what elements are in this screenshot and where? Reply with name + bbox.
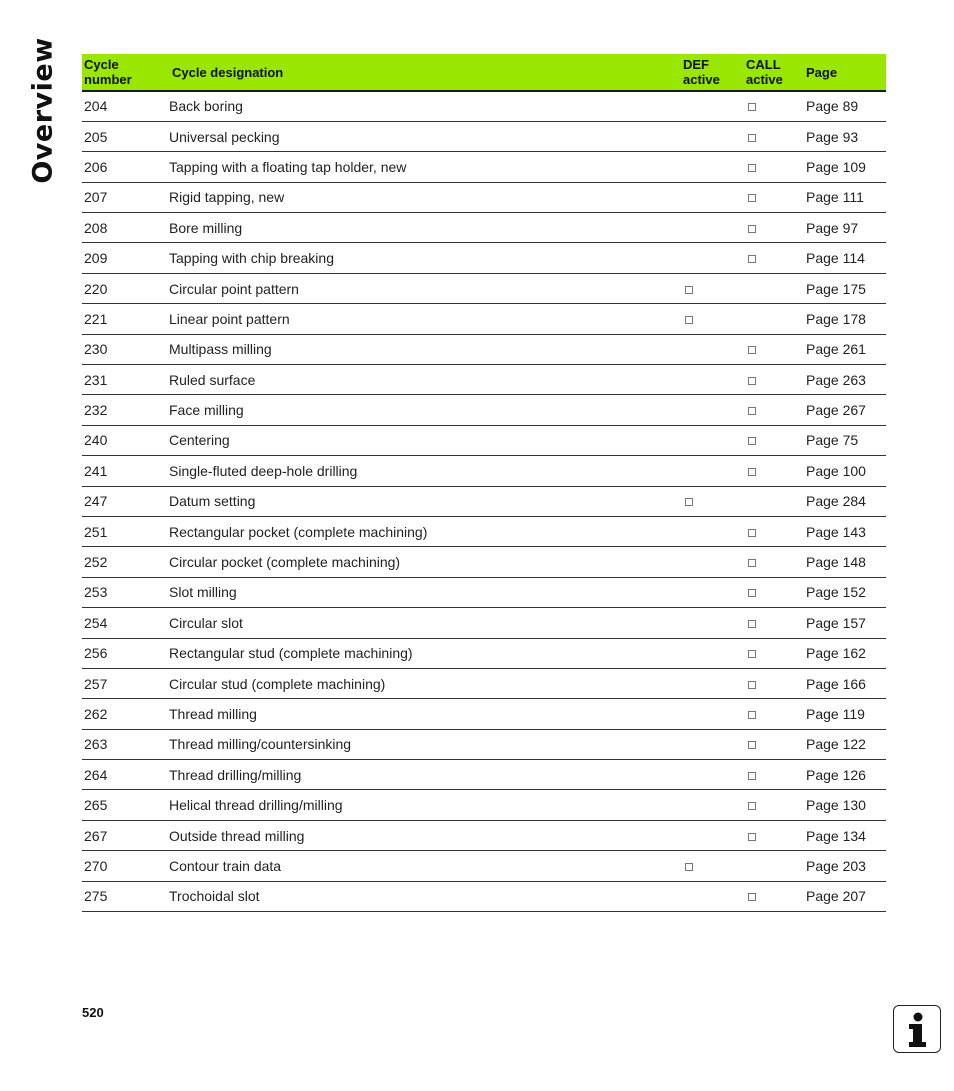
active-square-marker-icon (748, 468, 756, 476)
header-call-active (744, 54, 804, 91)
page-reference-cell: Page 148 (806, 554, 866, 571)
page-reference-cell: Page 263 (806, 371, 866, 388)
info-icon-graphic (894, 1006, 939, 1051)
def-active-cell (681, 516, 744, 546)
cycle-designation-cell: Back boring (169, 98, 243, 115)
page-reference-cell: Page 157 (806, 614, 866, 631)
cycle-number-cell: 254 (84, 614, 108, 631)
table-row (82, 668, 886, 698)
cycle-designation-cell: Centering (169, 432, 230, 449)
info-icon (893, 1005, 941, 1053)
header-cycle-number (82, 54, 166, 91)
def-active-cell (681, 182, 744, 212)
active-square-marker-icon (748, 377, 756, 385)
call-active-cell (744, 182, 804, 212)
table-row (82, 365, 886, 395)
table-row (82, 516, 886, 546)
cycle-designation-cell: Universal pecking (169, 128, 280, 145)
table-row (82, 152, 886, 182)
table-header (82, 54, 886, 91)
cycle-designation-cell: Tapping with chip breaking (169, 250, 334, 267)
table-row (82, 820, 886, 850)
page-reference-cell: Page 152 (806, 584, 866, 601)
def-active-cell (681, 334, 744, 364)
cycle-number-cell: 206 (84, 158, 108, 175)
cycle-number-cell: 231 (84, 371, 108, 388)
page-reference-cell: Page 178 (806, 310, 866, 327)
page-reference-cell: Page 122 (806, 736, 866, 753)
cycle-designation-cell: Linear point pattern (169, 310, 290, 327)
cycle-number-cell: 205 (84, 128, 108, 145)
call-active-cell (744, 486, 804, 516)
call-active-cell (744, 395, 804, 425)
call-active-cell (744, 820, 804, 850)
page-reference-cell: Page 267 (806, 402, 866, 419)
table-row (82, 790, 886, 820)
active-square-marker-icon (748, 681, 756, 689)
page-reference-cell: Page 114 (806, 250, 865, 267)
def-active-cell (681, 820, 744, 850)
page-reference-cell: Page 119 (806, 706, 865, 722)
table-row (82, 699, 886, 729)
cycle-number-cell: 253 (84, 584, 108, 601)
cycle-designation-cell: Circular point pattern (169, 280, 299, 297)
active-square-marker-icon (748, 103, 756, 111)
cycle-designation-cell: Single-fluted deep-hole drilling (169, 462, 358, 479)
cycle-designation-cell: Rigid tapping, new (169, 189, 285, 206)
def-active-cell (681, 760, 744, 790)
cycle-designation-cell: Rectangular stud (complete machining) (169, 645, 413, 662)
def-active-cell (681, 668, 744, 698)
page-reference-cell: Page 134 (806, 827, 866, 844)
def-active-cell (681, 121, 744, 151)
call-active-cell (744, 273, 804, 303)
cycle-designation-cell: Ruled surface (169, 371, 256, 388)
table-row (82, 304, 886, 334)
cycle-number-cell: 263 (84, 736, 108, 753)
table-row (82, 395, 886, 425)
table-row (82, 182, 886, 212)
active-square-marker-icon (748, 529, 756, 537)
table-row (82, 456, 886, 486)
header-def-active (681, 54, 744, 91)
cycle-designation-cell: Contour train data (169, 857, 282, 874)
call-active-cell (744, 152, 804, 182)
page-number: 520 (82, 1005, 104, 1020)
def-active-cell (681, 608, 744, 638)
cycle-number-cell: 251 (84, 523, 108, 540)
cycle-designation-cell: Multipass milling (169, 341, 272, 358)
active-square-marker-icon (748, 559, 756, 567)
def-active-cell (681, 365, 744, 395)
table-body (82, 91, 886, 912)
call-active-cell (744, 851, 804, 881)
def-active-cell (681, 273, 744, 303)
active-square-marker-icon (748, 802, 756, 810)
cycle-designation-cell: Face milling (169, 402, 244, 419)
active-square-marker-icon (748, 833, 756, 841)
table-row (82, 121, 886, 151)
def-active-cell (681, 243, 744, 273)
table-row (82, 213, 886, 243)
cycle-number-cell: 257 (84, 675, 108, 692)
cycle-number-cell: 265 (84, 797, 108, 814)
cycle-number-cell: 262 (84, 706, 108, 722)
header-call-active-line2: active (746, 72, 783, 87)
def-active-cell (681, 851, 744, 881)
page-reference-cell: Page 100 (806, 462, 866, 479)
cycles-table (82, 54, 886, 912)
call-active-cell (744, 577, 804, 607)
cycle-number-cell: 207 (84, 189, 108, 206)
def-active-cell (681, 638, 744, 668)
cycle-number-cell: 247 (84, 493, 108, 510)
cycle-number-cell: 241 (84, 462, 108, 479)
page-reference-cell: Page 175 (806, 280, 866, 297)
cycle-designation-cell: Thread milling (169, 706, 257, 722)
active-square-marker-icon (748, 741, 756, 749)
active-square-marker-icon (748, 407, 756, 415)
table-row (82, 577, 886, 607)
cycle-number-cell: 230 (84, 341, 108, 358)
call-active-cell (744, 699, 804, 729)
page-reference-cell: Page 89 (806, 98, 859, 115)
call-active-cell (744, 638, 804, 668)
call-active-cell (744, 304, 804, 334)
call-active-cell (744, 91, 804, 121)
side-section-title (26, 36, 60, 184)
cycle-designation-cell: Datum setting (169, 493, 256, 510)
cycle-number-cell: 240 (84, 432, 108, 449)
def-active-cell (681, 152, 744, 182)
page-reference-cell: Page 143 (806, 523, 866, 540)
cycle-designation-cell: Thread milling/countersinking (169, 736, 352, 753)
def-active-cell (681, 213, 744, 243)
cycle-designation-cell: Helical thread drilling/milling (169, 797, 343, 814)
page-reference-cell: Page 207 (806, 888, 866, 905)
table-row (82, 273, 886, 303)
page-reference-cell: Page 130 (806, 797, 866, 814)
active-square-marker-icon (748, 437, 756, 445)
table-row (82, 334, 886, 364)
page-reference-cell: Page 284 (806, 493, 866, 510)
active-square-marker-icon (748, 225, 756, 233)
header-cycle-number-line1: Cycle (84, 57, 119, 72)
cycle-number-cell: 220 (84, 280, 108, 297)
page-reference-cell: Page 109 (806, 158, 866, 175)
active-square-marker-icon (748, 620, 756, 628)
cycle-designation-cell: Circular slot (169, 614, 243, 631)
cycle-designation-cell: Bore milling (169, 219, 243, 236)
call-active-cell (744, 365, 804, 395)
cycle-number-cell: 264 (84, 766, 108, 783)
def-active-cell (681, 395, 744, 425)
active-square-marker-icon (748, 255, 756, 263)
table-row (82, 881, 886, 911)
cycle-number-cell: 221 (84, 310, 108, 327)
header-cycle-number-line2: number (84, 72, 132, 87)
call-active-cell (744, 213, 804, 243)
active-square-marker-icon (748, 194, 756, 202)
def-active-cell (681, 304, 744, 334)
cycle-designation-cell: Thread drilling/milling (169, 766, 302, 783)
def-active-cell (681, 456, 744, 486)
cycle-number-cell: 209 (84, 250, 108, 267)
page-reference-cell: Page 75 (806, 432, 859, 449)
call-active-cell (744, 456, 804, 486)
call-active-cell (744, 760, 804, 790)
call-active-cell (744, 729, 804, 759)
header-cycle-designation: Cycle designation (172, 64, 284, 80)
header-def-active-line1: DEF (683, 57, 709, 72)
page-reference-cell: Page 203 (806, 857, 866, 874)
active-square-marker-icon (748, 711, 756, 719)
header-page: Page (806, 64, 838, 80)
def-active-cell (681, 729, 744, 759)
active-square-marker-icon (748, 589, 756, 597)
cycle-number-cell: 204 (84, 98, 108, 115)
table-row (82, 608, 886, 638)
cycle-designation-cell: Trochoidal slot (169, 888, 260, 905)
cycle-number-cell: 267 (84, 827, 108, 844)
cycle-number-cell: 252 (84, 554, 108, 571)
call-active-cell (744, 608, 804, 638)
active-square-marker-icon (685, 286, 693, 294)
active-square-marker-icon (685, 498, 693, 506)
def-active-cell (681, 790, 744, 820)
def-active-cell (681, 425, 744, 455)
call-active-cell (744, 425, 804, 455)
page-reference-cell: Page 126 (806, 766, 866, 783)
active-square-marker-icon (748, 650, 756, 658)
def-active-cell (681, 577, 744, 607)
active-square-marker-icon (685, 863, 693, 871)
cycle-designation-cell: Circular pocket (complete machining) (169, 554, 401, 571)
cycle-designation-cell: Slot milling (169, 584, 237, 601)
table-row (82, 851, 886, 881)
def-active-cell (681, 881, 744, 911)
call-active-cell (744, 668, 804, 698)
cycle-designation-cell: Outside thread milling (169, 827, 305, 844)
call-active-cell (744, 334, 804, 364)
active-square-marker-icon (748, 164, 756, 172)
page-reference-cell: Page 166 (806, 675, 866, 692)
active-square-marker-icon (748, 772, 756, 780)
active-square-marker-icon (748, 134, 756, 142)
call-active-cell (744, 547, 804, 577)
table-row (82, 729, 886, 759)
table-row (82, 425, 886, 455)
active-square-marker-icon (748, 346, 756, 354)
page-reference-cell: Page 162 (806, 645, 866, 662)
table-row (82, 638, 886, 668)
page-reference-cell: Page 111 (806, 189, 864, 206)
header-call-active-line1: CALL (746, 57, 781, 72)
call-active-cell (744, 121, 804, 151)
table-row (82, 91, 886, 121)
cycle-number-cell: 256 (84, 645, 108, 662)
active-square-marker-icon (685, 316, 693, 324)
cycle-designation-cell: Rectangular pocket (complete machining) (169, 523, 428, 540)
def-active-cell (681, 91, 744, 121)
call-active-cell (744, 516, 804, 546)
header-def-active-line2: active (683, 72, 720, 87)
cycle-number-cell: 270 (84, 857, 108, 874)
active-square-marker-icon (748, 893, 756, 901)
def-active-cell (681, 547, 744, 577)
call-active-cell (744, 881, 804, 911)
page-reference-cell: Page 261 (806, 341, 866, 358)
cycle-designation-cell: Circular stud (complete machining) (169, 675, 386, 692)
cycle-number-cell: 208 (84, 219, 108, 236)
cycle-designation-cell: Tapping with a floating tap holder, new (169, 158, 407, 175)
table-row (82, 547, 886, 577)
table-row (82, 243, 886, 273)
side-section-title-text: Overview (27, 36, 59, 184)
table-header-row (82, 54, 886, 91)
call-active-cell (744, 790, 804, 820)
cycle-number-cell: 232 (84, 402, 108, 419)
def-active-cell (681, 699, 744, 729)
def-active-cell (681, 486, 744, 516)
call-active-cell (744, 243, 804, 273)
table-row (82, 486, 886, 516)
page-reference-cell: Page 93 (806, 128, 859, 145)
table-row (82, 760, 886, 790)
cycle-number-cell: 275 (84, 888, 108, 905)
page-reference-cell: Page 97 (806, 219, 859, 236)
